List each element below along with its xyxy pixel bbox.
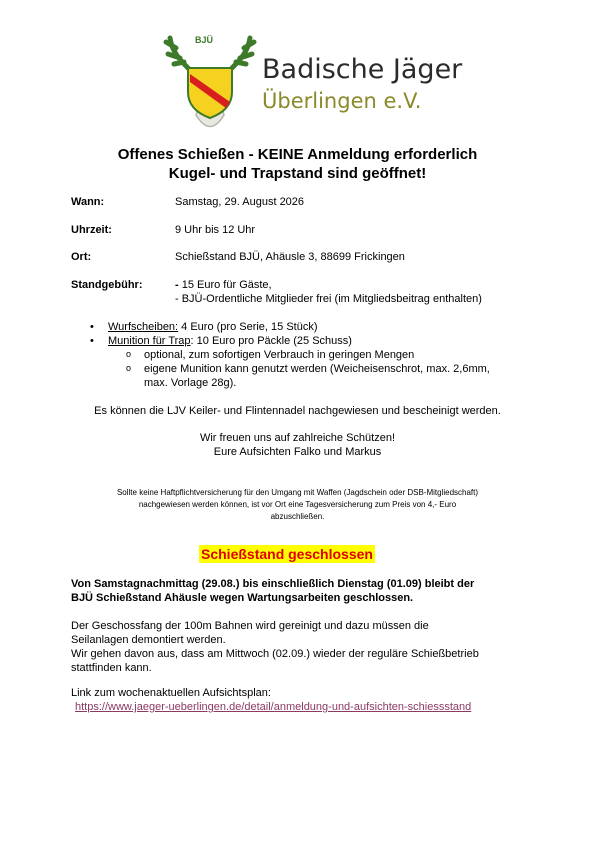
cleaning-line1: Der Geschossfang der 100m Bahnen wird gereinigt und dazu müssen die [71,620,429,632]
clay-price: 4 Euro (pro Serie, 15 Stück) [178,321,318,333]
place-value: Schießstand BJÜ, Ahäusle 3, 88699 Frickingen [175,251,405,263]
closed-notice-line2: BJÜ Schießstand Ahäusle wegen Wartungsarbeiten geschlossen. [71,592,414,604]
list-item-clay [108,321,318,333]
insurance-line1: Sollte keine Haftpflichtversicherung für den Umgang mit Waffen (Jagdschein oder DSB-Mitgliedschaft) [116,488,479,497]
sub-item-optional: optional, zum sofortigen Verbrauch in geringen Mengen [144,349,415,361]
fee-line1 [175,279,272,291]
time-label: Uhrzeit: [71,224,112,236]
fee-guests: 15 Euro für Gäste, [178,279,272,291]
sub-bullet: o [126,363,132,373]
org-subtitle: Überlingen e.V. [262,89,422,113]
greeting-line2: Eure Aufsichten Falko und Markus [213,446,382,458]
reopen-line2: stattfinden kann. [71,662,152,674]
fee-dash: - [175,279,179,291]
bullet-dot: • [90,321,94,333]
ammo-label: Munition für Trap [108,335,191,347]
ammo-price: : 10 Euro pro Päckle (25 Schuss) [190,335,352,347]
fee-label: Standgebühr: [71,279,143,291]
place-label: Ort: [71,251,92,263]
when-label: Wann: [71,196,105,208]
clay-label: Wurfscheiben: [108,321,179,333]
time-value: 9 Uhr bis 12 Uhr [175,224,256,236]
list-item-ammo [108,335,352,347]
org-name: Badische Jäger [262,54,463,85]
plan-link[interactable]: https://www.jaeger-ueberlingen.de/detail/anmeldung-und-aufsichten-schiessstand [75,701,472,713]
closed-notice-line1: Von Samstagnachmittag (29.08.) bis einschließlich Dienstag (01.09) bleibt der [71,578,475,590]
plan-label: Link zum wochenaktuellen Aufsichtsplan: [71,687,271,699]
reopen-line1: Wir gehen davon aus, dass am Mittwoch (02.09.) wieder der reguläre Schießbetrieb [71,648,479,660]
sub-item-own-ammo-1: eigene Munition kann genutzt werden (Weicheisenschrot, max. 2,6mm, [144,363,490,375]
club-logo [160,30,463,140]
page-title-line2: Kugel- und Trapstand sind geöffnet! [168,165,427,182]
cleaning-line2: Seilanlagen demontiert werden. [71,634,226,646]
when-value: Samstag, 29. August 2026 [175,196,305,208]
sub-bullet: o [126,349,132,359]
insurance-line2: nachgewiesen werden können, ist vor Ort eine Tagesversicherung zum Preis von 4,- Euro [138,500,457,509]
greeting-line1: Wir freuen uns auf zahlreiche Schützen! [199,432,396,444]
insurance-line3: abzuschließen. [270,512,325,521]
page-title-line1: Offenes Schießen - KEINE Anmeldung erforderlich [117,146,478,163]
closed-heading: Schießstand geschlossen [201,546,373,562]
deer-crest-icon [160,30,260,140]
logo-badge: BJÜ [195,35,214,45]
sub-item-own-ammo-2: max. Vorlage 28g). [144,377,237,389]
bullet-dot: • [90,335,94,347]
fee-line2: - BJÜ-Ordentliche Mitglieder frei (im Mitgliedsbeitrag enthalten) [175,293,482,305]
ljv-note: Es können die LJV Keiler- und Flintennadel nachgewiesen und bescheinigt werden. [94,405,501,417]
